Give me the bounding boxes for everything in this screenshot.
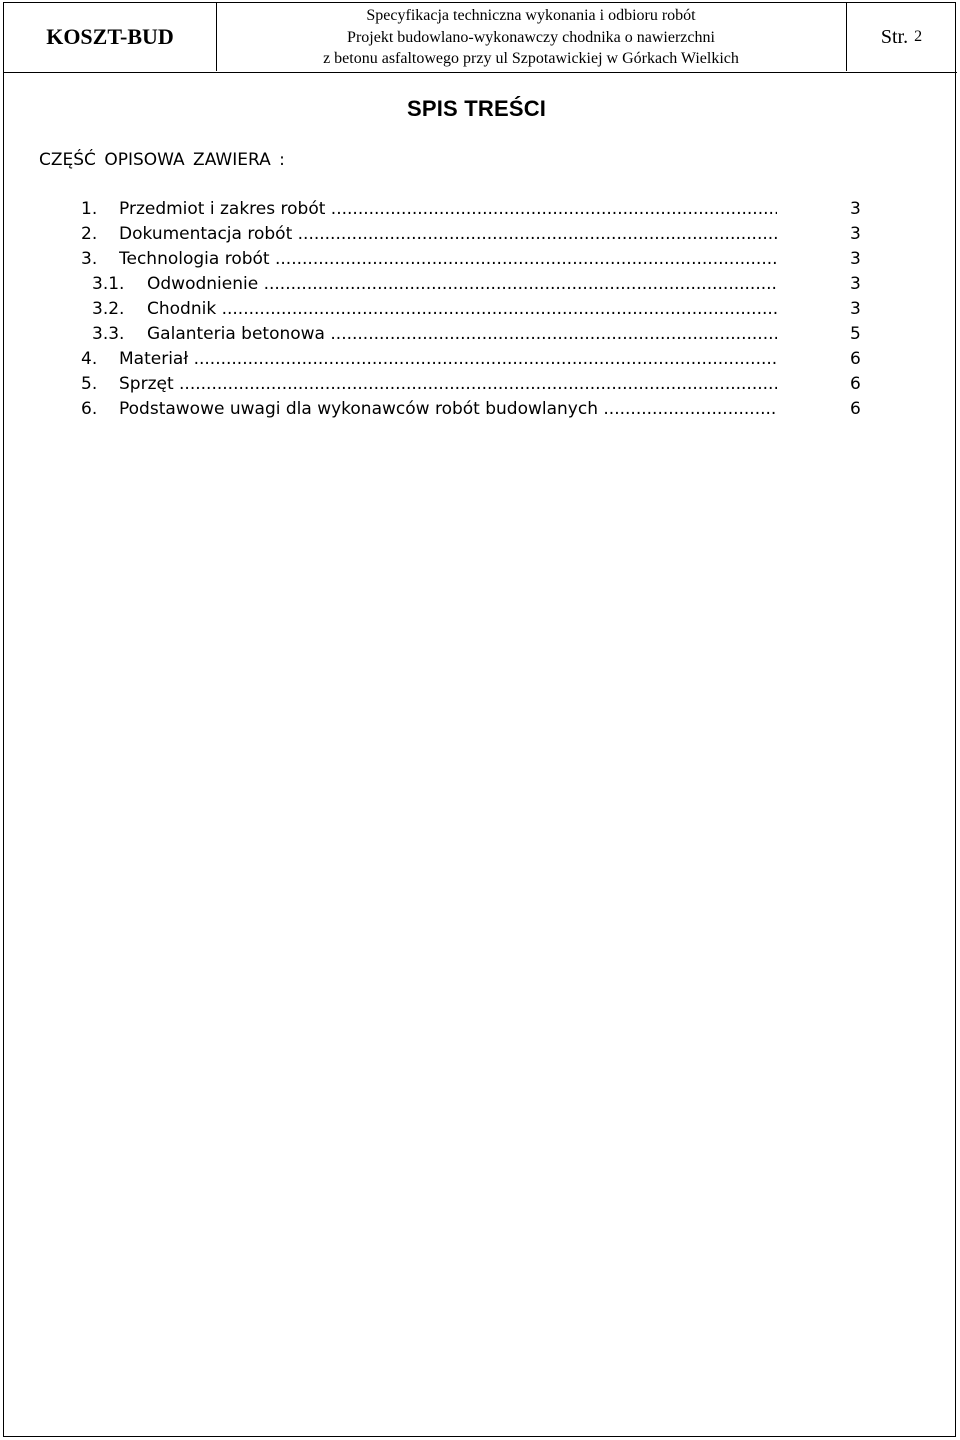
toc-entry — [4, 349, 957, 374]
toc-entry-text: Odwodnienie ..... — [147, 274, 777, 294]
toc-entry-number: 2. — [81, 224, 98, 244]
toc-entry-number: 6. — [81, 399, 98, 419]
header-title-line-2: Projekt budowlano-wykonawczy chodnika o nawierzchni — [347, 28, 715, 46]
toc-entry-text: Chodnik ..... — [147, 299, 777, 319]
toc-entry-number: 3.3. — [92, 324, 125, 344]
toc-entry — [4, 374, 957, 399]
toc-entry-number: 3.1. — [92, 274, 125, 294]
toc-entry-page: 6 — [850, 399, 861, 419]
toc-entry-number: 1. — [81, 199, 98, 219]
toc-entry-page: 3 — [850, 249, 861, 269]
toc-entry-number: 3. — [81, 249, 98, 269]
toc-entry-text: Przedmiot i zakres robót ..... — [119, 199, 777, 219]
header-titles — [216, 3, 847, 71]
toc-entry-page: 3 — [850, 274, 861, 294]
toc-entry — [4, 299, 957, 324]
toc-entry-text: Sprzęt ..... — [119, 374, 777, 394]
toc-entry — [4, 224, 957, 249]
header-title-line-3: z betonu asfaltowego przy ul Szpotawickiej w Górkach Wielkich — [323, 50, 739, 67]
toc-entry-text: Podstawowe uwagi dla wykonawców robót budowlanych ..... — [119, 399, 777, 419]
toc-entry — [4, 199, 957, 224]
toc-entry-number: 4. — [81, 349, 98, 369]
toc-entry — [4, 274, 957, 299]
toc-entry — [4, 324, 957, 349]
toc-title: SPIS TREŚCI — [407, 96, 547, 121]
toc-entry-page: 6 — [850, 349, 861, 369]
document-page — [3, 2, 956, 1437]
toc-entry-page: 3 — [850, 199, 861, 219]
page-number-box — [847, 3, 956, 71]
toc-entry-page: 6 — [850, 374, 861, 394]
toc-entry-page: 3 — [850, 299, 861, 319]
toc-entry-page: 3 — [850, 224, 861, 244]
toc-entry-text: Dokumentacja robót ..... — [119, 224, 777, 244]
page-number: 2 — [914, 28, 923, 45]
toc-entry — [4, 249, 957, 274]
toc-entry-number: 3.2. — [92, 299, 125, 319]
page-label: Str. — [880, 25, 909, 48]
toc-entry-number: 5. — [81, 374, 98, 394]
toc-entry-text: Galanteria betonowa ..... — [147, 324, 777, 344]
toc-entry — [4, 399, 957, 424]
toc-entry-page: 5 — [850, 324, 861, 344]
page-header — [4, 3, 957, 73]
toc-entry-text: Technologia robót ..... — [119, 249, 777, 269]
company-name: KOSZT-BUD — [4, 3, 217, 71]
toc-entry-text: Materiał ..... — [119, 349, 777, 369]
header-title-line-1: Specyfikacja techniczna wykonania i odbioru robót — [366, 7, 696, 24]
section-label: CZĘŚĆ OPISOWA ZAWIERA : — [39, 150, 285, 170]
